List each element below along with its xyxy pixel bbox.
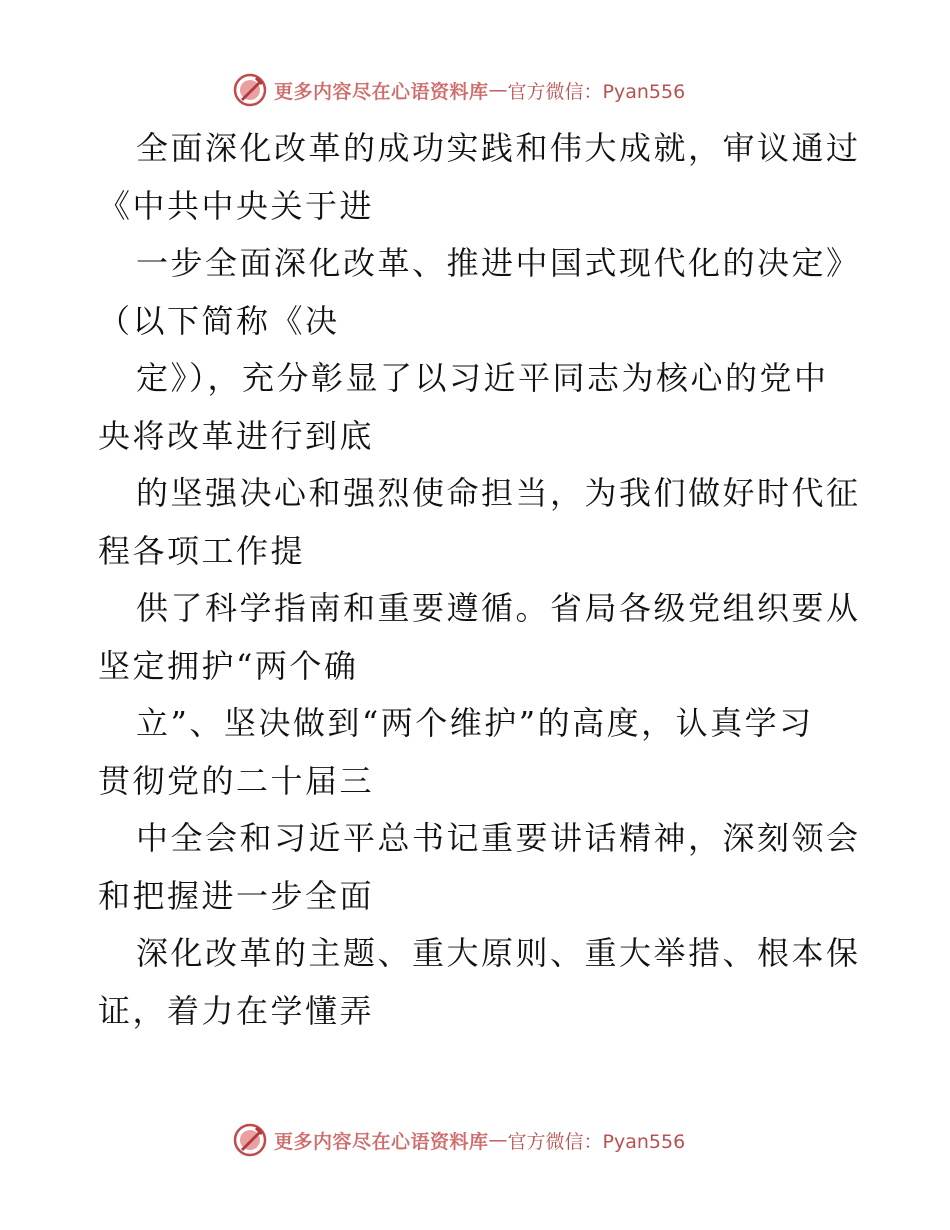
text-line: （以下简称《决	[98, 301, 340, 340]
text-line: 供了科学指南和重要遵循。省局各级党组织要从	[136, 589, 861, 627]
watermark-text: 更多内容尽在心语资料库	[274, 80, 489, 103]
text-line: 央将改革进行到底	[98, 416, 375, 455]
text-line: 和把握进一步全面	[98, 876, 375, 915]
text-line: 立”、坚决做到“两个维护”的高度，认真学习	[136, 704, 814, 742]
watermark-contact: 官方微信：Pyan556	[507, 80, 686, 103]
text-line: 全面深化改革的成功实践和伟大成就，审议通过	[136, 129, 861, 167]
watermark-dash: —	[488, 79, 508, 101]
watermark-dash: —	[488, 1129, 508, 1151]
footer-watermark	[232, 1122, 685, 1158]
text-line: 证，着力在学懂弄	[98, 991, 375, 1030]
watermark-text: 更多内容尽在心语资料库	[274, 1130, 489, 1153]
text-line: 《中共中央关于进	[98, 186, 375, 225]
text-line: 深化改革的主题、重大原则、重大举措、根本保	[136, 934, 861, 972]
text-line: 贯彻党的二十届三	[98, 761, 375, 800]
watermark-contact: 官方微信：Pyan556	[507, 1130, 686, 1153]
pen-seal-icon	[232, 1122, 268, 1158]
pen-seal-icon	[232, 72, 268, 108]
text-line: 中全会和习近平总书记重要讲话精神，深刻领会	[136, 819, 861, 857]
header-watermark	[232, 72, 685, 108]
document-body	[98, 120, 861, 1040]
text-line: 一步全面深化改革、推进中国式现代化的决定》	[136, 244, 861, 282]
text-line: 程各项工作提	[98, 531, 306, 570]
text-line: 坚定拥护“两个确	[98, 646, 359, 685]
text-line: 定》），充分彰显了以习近平同志为核心的党中	[136, 359, 829, 397]
text-line: 的坚强决心和强烈使命担当，为我们做好时代征	[136, 474, 861, 512]
